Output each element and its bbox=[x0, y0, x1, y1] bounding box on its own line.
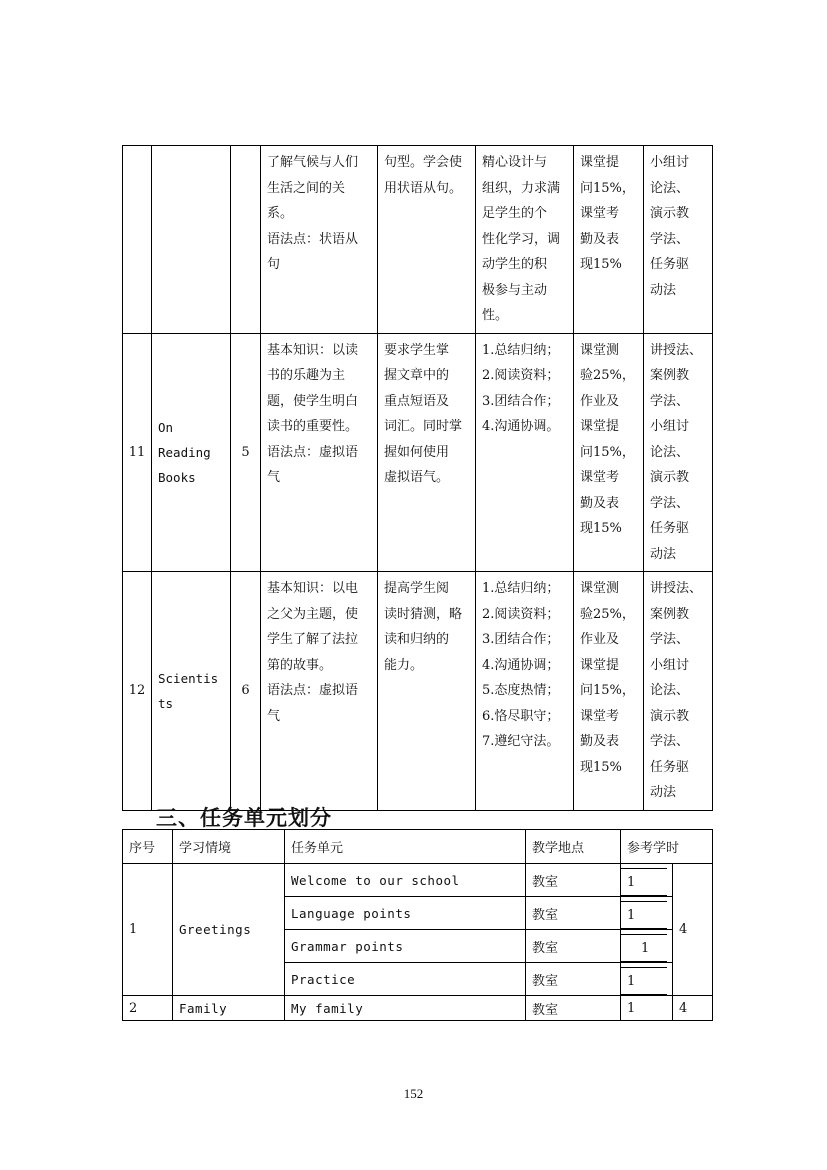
cell-line: 动法 bbox=[650, 282, 677, 298]
cell-line: 气 bbox=[267, 708, 281, 724]
cell-line: 勤及表 bbox=[580, 734, 620, 749]
task-unit-hours bbox=[621, 897, 673, 930]
cell-line: 问15%， bbox=[580, 683, 635, 698]
cell-line: 小组讨 bbox=[650, 657, 690, 673]
cell-line: 课堂考 bbox=[580, 708, 620, 724]
course-cell-content bbox=[261, 146, 378, 334]
course-cell-id bbox=[123, 146, 152, 334]
cell-line: 极参与主动 bbox=[482, 282, 548, 298]
cell-line: 任务驱 bbox=[650, 257, 690, 272]
course-cell-goals bbox=[378, 333, 476, 572]
cell-line: 性。 bbox=[482, 308, 509, 323]
cell-line: 学法、 bbox=[650, 495, 690, 511]
section-heading: 三、任务单元划分 bbox=[156, 806, 332, 830]
cell-line: 语法点：状语从 bbox=[267, 231, 359, 247]
hours-box bbox=[620, 967, 667, 995]
cell-line: 之父为主题，使 bbox=[267, 606, 359, 622]
course-cell-methods bbox=[644, 572, 713, 811]
hours-value: 1 bbox=[627, 874, 636, 890]
task-unit-hours: 1 bbox=[621, 996, 673, 1021]
task-place: 教室 bbox=[526, 963, 621, 996]
task-header-cell: 任务单元 bbox=[285, 830, 526, 864]
cell-line: 句 bbox=[267, 257, 281, 272]
course-cell-id bbox=[123, 572, 152, 811]
hours-value: 1 bbox=[641, 940, 650, 956]
cell-line: 验25%， bbox=[580, 606, 635, 622]
cell-line: 演示教 bbox=[650, 708, 690, 724]
cell-line: 读时猜测，略 bbox=[384, 606, 463, 622]
cell-line: 任务驱 bbox=[650, 759, 690, 775]
page-number: 152 bbox=[403, 1086, 424, 1101]
task-place: 教室 bbox=[526, 897, 621, 930]
cell-line: 重点短语及 bbox=[384, 393, 450, 409]
cell-line: 7.遵纪守法。 bbox=[482, 734, 560, 749]
task-place: 教室 bbox=[526, 930, 621, 963]
cell-line: 讲授法、 bbox=[650, 581, 703, 596]
cell-line: 课堂测 bbox=[580, 342, 620, 358]
cell-line: 生活之间的关 bbox=[267, 180, 346, 196]
cell-line: 勤及表 bbox=[580, 495, 620, 511]
cell-line: 现15% bbox=[580, 759, 622, 775]
task-unit-hours bbox=[621, 864, 673, 897]
course-table bbox=[122, 145, 713, 811]
cell-line: 演示教 bbox=[650, 206, 690, 221]
cell-line: 气 bbox=[267, 470, 281, 485]
cell-line: 验25%， bbox=[580, 368, 635, 383]
cell-line: 读书的重要性。 bbox=[267, 419, 359, 434]
course-cell-ideology bbox=[476, 572, 574, 811]
course-cell-goals bbox=[378, 572, 476, 811]
cell-line: 学法、 bbox=[650, 393, 690, 409]
cell-line: 作业及 bbox=[580, 632, 620, 647]
cell-line: 语法点：虚拟语 bbox=[267, 683, 359, 698]
cell-line: 1.总结归纳； bbox=[482, 581, 560, 596]
cell-line: 作业及 bbox=[580, 393, 620, 409]
cell-line: 题，使学生明白 bbox=[267, 393, 359, 409]
hours-value: 1 bbox=[627, 907, 636, 923]
course-cell-title bbox=[152, 333, 231, 572]
cell-text: 12 bbox=[128, 683, 146, 698]
cell-line: 课堂考 bbox=[580, 206, 620, 221]
cell-line: 3.团结合作； bbox=[482, 632, 560, 647]
cell-line: 演示教 bbox=[650, 470, 690, 485]
cell-line: 课堂考 bbox=[580, 470, 620, 485]
task-unit-hours bbox=[621, 930, 673, 963]
course-cell-hours bbox=[231, 146, 261, 334]
cell-line: 足学生的个 bbox=[482, 206, 548, 221]
cell-line: 现15% bbox=[580, 521, 622, 536]
cell-text: 6 bbox=[241, 683, 250, 698]
cell-line: 词汇。同时掌 bbox=[384, 419, 463, 434]
task-row bbox=[123, 864, 713, 897]
task-scenario: Family bbox=[173, 996, 285, 1021]
cell-line: 6.恪尽职守； bbox=[482, 708, 560, 724]
task-row bbox=[123, 996, 713, 1021]
cell-line: 句型。学会使 bbox=[384, 155, 463, 170]
course-cell-methods bbox=[644, 146, 713, 334]
task-unit-name: Language points bbox=[285, 897, 526, 930]
task-total-hours: 4 bbox=[673, 864, 713, 996]
cell-line: 4.沟通协调。 bbox=[482, 419, 560, 434]
task-id: 1 bbox=[123, 864, 173, 996]
cell-line: 虚拟语气。 bbox=[384, 470, 450, 485]
course-cell-assessment bbox=[574, 146, 644, 334]
hours-box bbox=[620, 934, 667, 962]
cell-line: 了解气候与人们 bbox=[267, 155, 359, 170]
cell-text: 11 bbox=[128, 444, 146, 460]
cell-line: 读和归纳的 bbox=[384, 632, 450, 647]
hours-box bbox=[620, 868, 667, 896]
cell-line: 能力。 bbox=[384, 657, 424, 673]
cell-line: 5.态度热情； bbox=[482, 683, 560, 698]
cell-line: 课堂提 bbox=[580, 155, 620, 170]
task-total-hours: 4 bbox=[673, 996, 713, 1021]
cell-line: 任务驱 bbox=[650, 521, 690, 536]
task-place: 教室 bbox=[526, 996, 621, 1021]
cell-line: 论法、 bbox=[650, 444, 690, 460]
cell-line: 学法、 bbox=[650, 734, 690, 749]
cell-line: 语法点：虚拟语 bbox=[267, 444, 359, 460]
cell-line: Books bbox=[158, 469, 196, 485]
course-cell-assessment bbox=[574, 572, 644, 811]
cell-line: 论法、 bbox=[650, 683, 690, 698]
cell-line: 第的故事。 bbox=[267, 657, 333, 673]
cell-line: 要求学生掌 bbox=[384, 342, 450, 358]
cell-line: 组织，力求满 bbox=[482, 180, 561, 196]
task-table bbox=[122, 829, 713, 1021]
task-header-cell: 参考学时 bbox=[621, 830, 713, 864]
cell-line: 动法 bbox=[650, 546, 677, 562]
course-cell-assessment bbox=[574, 333, 644, 572]
cell-line: 4.沟通协调； bbox=[482, 657, 560, 673]
task-header-row bbox=[123, 830, 713, 864]
cell-line: 握如何使用 bbox=[384, 444, 450, 460]
cell-text: 5 bbox=[241, 444, 250, 460]
cell-line: 书的乐趣为主 bbox=[267, 368, 346, 383]
course-cell-methods bbox=[644, 333, 713, 572]
course-cell-id bbox=[123, 333, 152, 572]
cell-line: 动法 bbox=[650, 785, 677, 800]
cell-line: ts bbox=[158, 695, 174, 711]
course-row bbox=[123, 572, 713, 811]
cell-line: 课堂测 bbox=[580, 581, 620, 596]
cell-line: 问15%， bbox=[580, 444, 635, 460]
cell-line: 1.总结归纳； bbox=[482, 342, 560, 358]
cell-line: 2.阅读资料； bbox=[482, 368, 560, 383]
cell-line: 学法、 bbox=[650, 231, 690, 247]
cell-line: 课堂提 bbox=[580, 657, 620, 673]
hours-value: 1 bbox=[627, 973, 636, 989]
cell-line: 问15%， bbox=[580, 180, 635, 196]
cell-line: 3.团结合作； bbox=[482, 393, 560, 409]
cell-line: 案例教 bbox=[650, 606, 690, 622]
task-unit-name: Grammar points bbox=[285, 930, 526, 963]
task-unit-hours bbox=[621, 963, 673, 996]
cell-line: 握文章中的 bbox=[384, 368, 450, 383]
course-row bbox=[123, 333, 713, 572]
task-unit-name: Practice bbox=[285, 963, 526, 996]
cell-line: Scientis bbox=[158, 670, 219, 686]
cell-line: 提高学生阅 bbox=[384, 581, 450, 596]
course-cell-ideology bbox=[476, 146, 574, 334]
cell-line: 讲授法、 bbox=[650, 342, 703, 358]
course-cell-hours bbox=[231, 333, 261, 572]
cell-line: 系。 bbox=[267, 206, 294, 221]
task-unit-name: My family bbox=[285, 996, 526, 1021]
cell-line: 课堂提 bbox=[580, 419, 620, 434]
cell-line: On bbox=[158, 419, 174, 435]
task-id: 2 bbox=[123, 996, 173, 1021]
task-header-cell: 学习情境 bbox=[173, 830, 285, 864]
cell-line: 基本知识：以读 bbox=[267, 342, 359, 358]
hours-box bbox=[620, 901, 667, 929]
task-scenario: Greetings bbox=[173, 864, 285, 996]
cell-line: 精心设计与 bbox=[482, 155, 548, 170]
task-unit-name: Welcome to our school bbox=[285, 864, 526, 897]
cell-line: 学法、 bbox=[650, 632, 690, 647]
task-header-cell: 教学地点 bbox=[526, 830, 621, 864]
cell-line: 小组讨 bbox=[650, 419, 690, 434]
cell-line: 学生了解了法拉 bbox=[267, 632, 359, 647]
cell-line: 案例教 bbox=[650, 368, 690, 383]
task-header-cell: 序号 bbox=[123, 830, 173, 864]
course-cell-goals bbox=[378, 146, 476, 334]
cell-line: 现15% bbox=[580, 257, 622, 272]
course-cell-hours bbox=[231, 572, 261, 811]
course-cell-content bbox=[261, 572, 378, 811]
cell-line: 勤及表 bbox=[580, 231, 620, 247]
cell-line: Reading bbox=[158, 444, 211, 460]
cell-line: 论法、 bbox=[650, 180, 690, 196]
cell-line: 基本知识：以电 bbox=[267, 581, 359, 596]
cell-line: 动学生的积 bbox=[482, 257, 548, 272]
course-cell-title bbox=[152, 146, 231, 334]
cell-line: 2.阅读资料； bbox=[482, 606, 560, 622]
cell-line: 性化学习，调 bbox=[482, 231, 561, 247]
cell-line: 用状语从句。 bbox=[384, 180, 463, 196]
course-cell-title bbox=[152, 572, 231, 811]
cell-line: 小组讨 bbox=[650, 155, 690, 170]
course-cell-ideology bbox=[476, 333, 574, 572]
course-cell-content bbox=[261, 333, 378, 572]
task-place: 教室 bbox=[526, 864, 621, 897]
course-row bbox=[123, 146, 713, 334]
